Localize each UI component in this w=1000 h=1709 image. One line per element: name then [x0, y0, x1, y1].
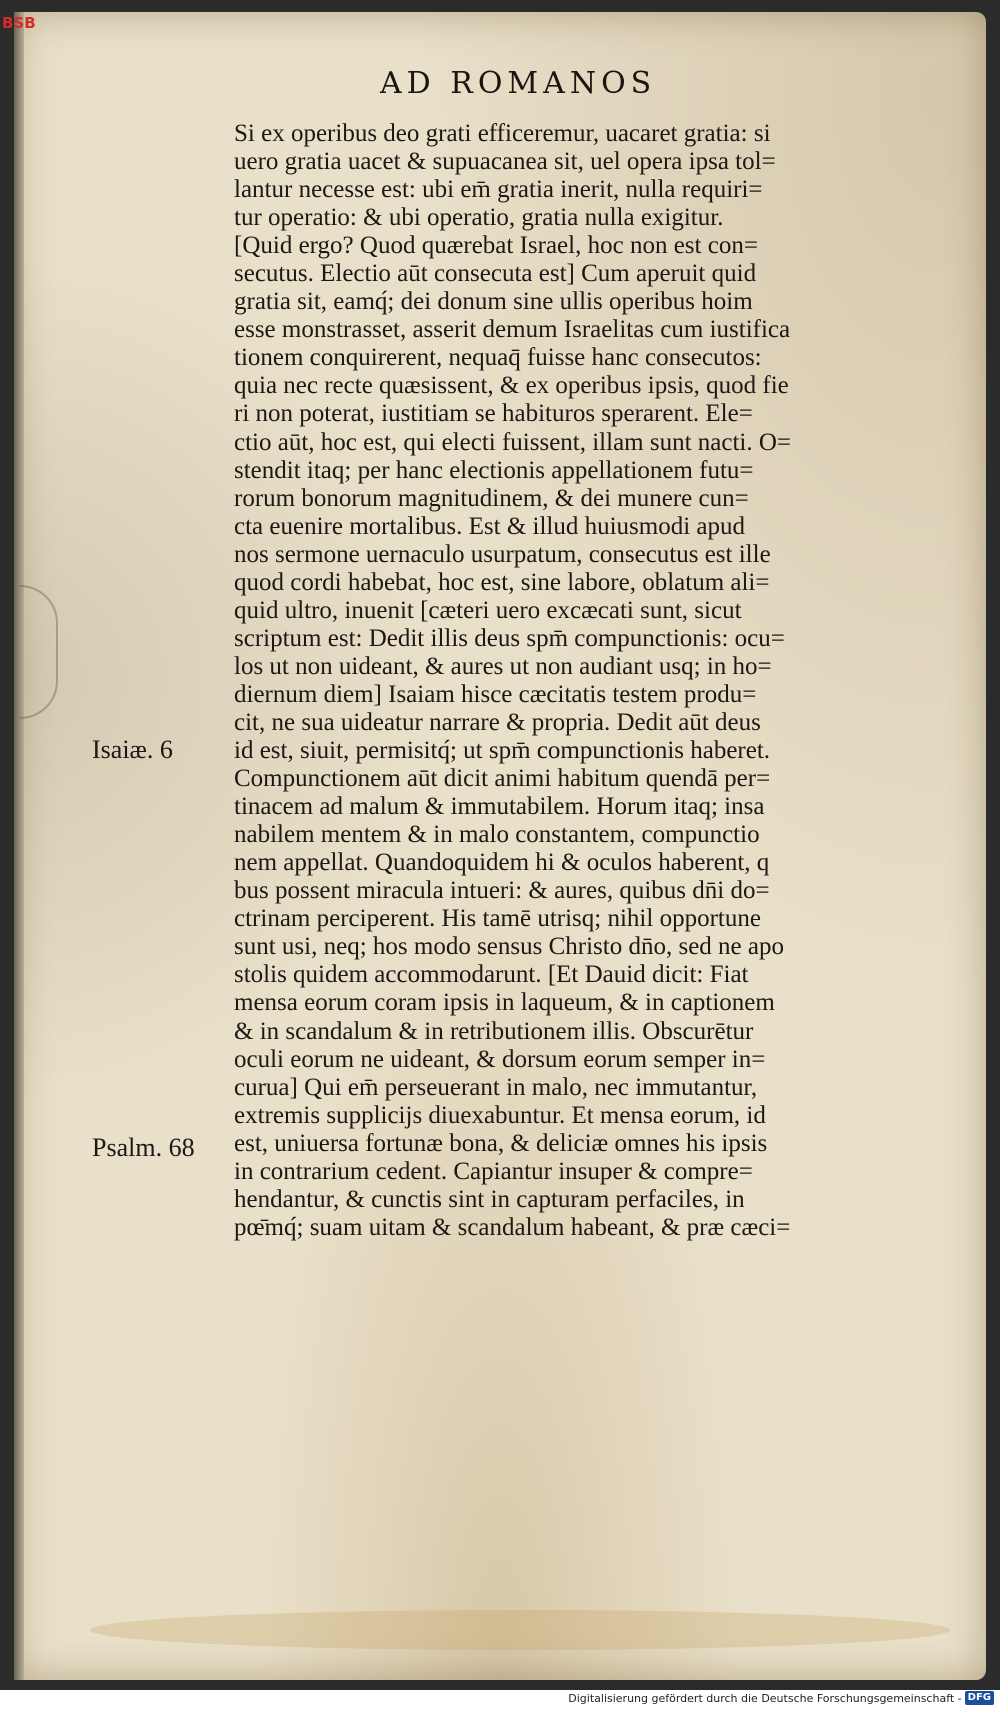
text-line: mensa eorum coram ipsis in laqueum, & in captionem: [234, 989, 775, 1017]
text-line: tinacem ad malum & immutabilem. Horum itaq; insa: [234, 793, 765, 821]
text-line: quid ultro, inuenit [cæteri uero excæcati sunt, sicut: [234, 596, 742, 624]
clasp-shadow: [20, 585, 58, 719]
text-line: oculi eorum ne uideant, & dorsum eorum semper in=: [234, 1045, 766, 1073]
text-line: id est, siuit, permisitq́; ut spm̄ compunctionis haberet.: [234, 737, 771, 765]
running-head: AD ROMANOS: [380, 66, 657, 101]
text-line: sunt usi, neq; hos modo sensus Christo dn̄o, sed ne apo: [234, 933, 784, 961]
text-line: secutus. Electio aūt consecuta est] Cum aperuit quid: [234, 260, 757, 288]
text-line: quia nec recte quæsissent, & ex operibus ipsis, quod fie: [234, 372, 789, 400]
body-text: [234, 120, 954, 1242]
text-line: Compunctionem aūt dicit animi habitum quendā per=: [234, 765, 771, 793]
text-line: bus possent miracula intueri: & aures, quibus dn̄i do=: [234, 877, 770, 905]
text-line: Si ex operibus deo grati efficeremur, uacaret gratia: si: [234, 120, 771, 147]
text-line: in contrarium cedent. Capiantur insuper & compre=: [234, 1157, 753, 1185]
text-line: est, uniuersa fortunæ bona, & deliciæ omnes his ipsis: [234, 1129, 768, 1157]
text-line: nem appellat. Quandoquidem hi & oculos haberent, q: [234, 849, 770, 877]
text-line: tionem conquirerent, nequaq̄ fuisse hanc consecutos:: [234, 344, 762, 372]
text-line: lantur necesse est: ubi em̄ gratia inerit, nulla requiri=: [234, 176, 763, 204]
text-line: ri non poterat, iustitiam se habituros sperarent. Ele=: [234, 400, 753, 428]
text-line: stendit itaq; per hanc electionis appellationem futu=: [234, 456, 754, 484]
text-line: diernum diem] Isaiam hisce cæcitatis testem produ=: [234, 680, 757, 708]
text-line: [Quid ergo? Quod quærebat Israel, hoc non est con=: [234, 232, 758, 260]
text-line: gratia sit, eamq́; dei donum sine ullis operibus hoim: [234, 288, 753, 316]
marginal-note-isaiah: Isaiæ. 6: [92, 735, 173, 764]
marginal-note-psalm: Psalm. 68: [92, 1133, 195, 1162]
text-line: ctio aūt, hoc est, qui electi fuissent, illam sunt nacti. O=: [234, 428, 792, 456]
text-line: hendantur, & cunctis sint in capturam perfaciles, in: [234, 1185, 745, 1213]
text-line: nos sermone uernaculo usurpatum, consecutus est ille: [234, 540, 771, 568]
text-line: ctrinam perciperent. His tamē utrisq; nihil opportune: [234, 905, 761, 933]
text-line: stolis quidem accommodarunt. [Et Dauid dicit: Fiat: [234, 961, 749, 989]
text-line: quod cordi habebat, hoc est, sine labore, oblatum ali=: [234, 568, 770, 596]
text-line: los ut non uideant, & aures ut non audiant usq; in ho=: [234, 652, 772, 680]
dfg-logo-icon: DFG: [965, 1691, 994, 1705]
text-line: & in scandalum & in retributionem illis. Obscurētur: [234, 1017, 754, 1045]
text-line: tur operatio: & ubi operatio, gratia nulla exigitur.: [234, 204, 724, 232]
text-line: uero gratia uacet & supuacanea sit, uel opera ipsa tol=: [234, 148, 776, 176]
text-line: esse monstrasset, asserit demum Israelitas cum iustifica: [234, 316, 791, 344]
text-line: extremis supplicijs diuexabuntur. Et mensa eorum, id: [234, 1101, 766, 1129]
text-line: nabilem mentem & in malo constantem, compunctio: [234, 821, 760, 849]
digitization-footer: [568, 1691, 994, 1705]
text-line: curua] Qui em̄ perseuerant in malo, nec immutantur,: [234, 1073, 758, 1101]
text-line: cit, ne sua uideatur narrare & propria. Dedit aūt deus: [234, 708, 761, 736]
text-line: scriptum est: Dedit illis deus spm̄ compunctionis: ocu=: [234, 624, 785, 652]
text-line: cta euenire mortalibus. Est & illud huiusmodi apud: [234, 512, 746, 540]
text-line: pœ̄mq́; suam uitam & scandalum habeant, & præ cæci=: [234, 1213, 791, 1241]
text-line: rorum bonorum magnitudinem, & dei munere cun=: [234, 484, 749, 512]
page-gutter: [14, 12, 24, 1680]
footer-text: Digitalisierung gefördert durch die Deutsche Forschungsgemeinschaft -: [568, 1691, 962, 1705]
library-mark: BSB: [2, 14, 36, 32]
water-stain: [90, 1610, 950, 1650]
